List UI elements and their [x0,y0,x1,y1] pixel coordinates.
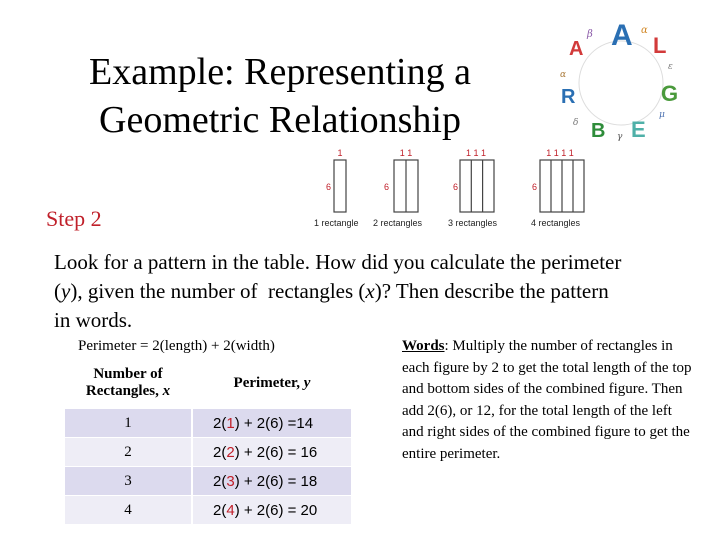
words-label: Words [402,338,445,354]
logo-letter-E: E [631,117,646,142]
side-label-1: 6 [326,182,332,192]
title-line-1: Example: Representing a [89,51,471,93]
cell-x: 1 [65,409,192,438]
slide-title [40,48,520,144]
side-label-3: 6 [453,182,459,192]
words-text: : Multiply the number of rectangles in each figure by 2 to get the total length of the top and bottom sides of the combined figure. Then add 2(6), or 12, for the total length of the left and right sides of the combined figure to get the entire perimeter. [402,338,692,462]
logo-greek-3: ε [668,62,673,72]
logo-letter-A-left: A [569,38,584,60]
side-label-4: 6 [532,182,538,192]
table-header-row [65,358,351,409]
logo-letter-A-top: A [611,19,633,52]
logo-letter-B: B [591,120,606,142]
table-row [65,438,351,467]
side-label-2: 6 [384,182,390,192]
words-description [402,336,692,465]
cell-perimeter: 2(4) + 2(6) = 20 [192,496,351,525]
table-row [65,496,351,525]
algebra-logo [555,15,685,145]
rectangles-figure [300,148,600,233]
logo-greek-7: α [560,70,567,80]
top-label-1: 1 [337,148,343,158]
top-label-4: 1 1 1 1 [546,148,574,158]
rect-group-3 [460,160,494,212]
cell-perimeter: 2(1) + 2(6) =14 [192,409,351,438]
cell-perimeter: 2(3) + 2(6) = 18 [192,467,351,496]
caption-1: 1 rectangle [314,218,359,228]
cell-x: 2 [65,438,192,467]
table-row [65,467,351,496]
caption-2: 2 rectangles [373,218,423,228]
top-label-3: 1 1 1 [465,148,487,158]
header-perimeter: Perimeter, y [192,358,351,409]
cell-x: 4 [65,496,192,525]
table-row [65,409,351,438]
step-label: Step 2 [46,206,102,231]
header-number-of-rectangles: Number of Rectangles, x [65,358,192,409]
logo-greek-2: α [641,25,648,36]
logo-greek-1: β [587,29,593,40]
cell-x: 3 [65,467,192,496]
caption-4: 4 rectangles [531,218,581,228]
rect-group-1 [334,160,346,212]
logo-greek-5: γ [617,132,623,142]
caption-3: 3 rectangles [448,218,498,228]
title-line-2: Geometric Relationship [99,99,461,141]
question-text: Look for a pattern in the table. How did you calculate the perimeter (y), given the number of rectangles (x)? Then describe the pattern in words. [54,250,622,332]
logo-greek-4: μ [659,110,665,120]
perimeter-formula: Perimeter = 2(length) + 2(width) [78,338,275,354]
logo-greek-6: δ [573,118,579,128]
logo-letter-G: G [661,81,679,106]
perimeter-table [65,358,351,524]
top-label-2: 1 1 [399,148,413,158]
logo-letter-R: R [561,86,576,108]
logo-letter-L: L [653,33,667,58]
cell-perimeter: 2(2) + 2(6) = 16 [192,438,351,467]
